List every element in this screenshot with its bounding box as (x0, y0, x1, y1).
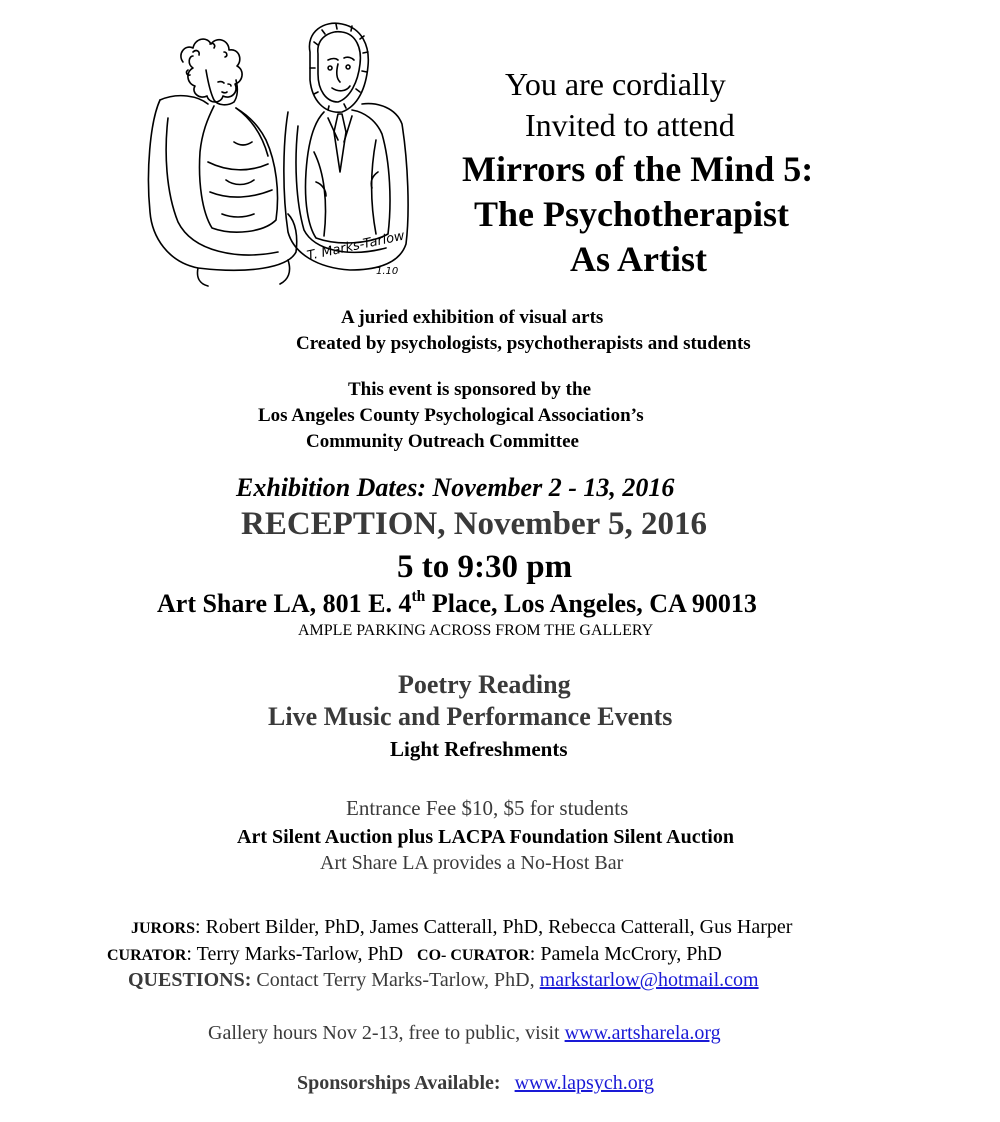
sponsorships-line (297, 1072, 654, 1095)
exhibition-dates: Exhibition Dates: November 2 - 13, 2016 (236, 473, 675, 502)
questions-text: Contact Terry Marks-Tarlow, PhD, (251, 969, 540, 991)
reception: RECEPTION, November 5, 2016 (241, 506, 707, 542)
venue-address-rest: Place, Los Angeles, CA 90013 (425, 589, 757, 618)
curator-line (107, 943, 722, 966)
right-figure-face (328, 57, 354, 91)
questions-line (128, 969, 759, 992)
title-line-2: The Psychotherapist (474, 194, 789, 234)
drawing-signature: T. Marks-Tarlow (305, 228, 406, 264)
illustration (138, 22, 438, 292)
reception-time: 5 to 9:30 pm (397, 549, 573, 585)
parking-note: AMPLE PARKING ACROSS FROM THE GALLERY (298, 622, 654, 639)
sponsor-line-3: Community Outreach Committee (306, 431, 579, 452)
tie (334, 114, 346, 172)
sponsor-line-1: This event is sponsored by the (348, 379, 592, 400)
entrance-fee: Entrance Fee $10, $5 for students (346, 796, 629, 820)
invite-line-2: Invited to attend (525, 107, 735, 143)
poetry-reading: Poetry Reading (398, 670, 571, 699)
cocurator-label: CO- CURATOR (417, 947, 530, 964)
venue-address-suffix: th (411, 588, 426, 606)
venue-address (157, 589, 757, 619)
cocurator-name: : Pamela McCrory, PhD (529, 943, 722, 965)
description-line-2: Created by psychologists, psychotherapists and students (296, 333, 751, 354)
jurors-label: JURORS (131, 920, 196, 937)
description-line-1: A juried exhibition of visual arts (341, 307, 604, 328)
gallery-hours-line (208, 1022, 721, 1045)
artshare-website-link[interactable]: www.artsharela.org (564, 1022, 721, 1044)
light-refreshments: Light Refreshments (390, 737, 568, 761)
curator-label: CURATOR (107, 947, 187, 964)
silent-auction: Art Silent Auction plus LACPA Foundation Silent Auction (237, 826, 734, 848)
curator-name: : Terry Marks-Tarlow, PhD (186, 943, 404, 965)
invite-line-1: You are cordially (505, 66, 726, 102)
jurors-line (131, 916, 792, 939)
venue-address-main: Art Share LA, 801 E. 4 (157, 589, 412, 618)
drawing-signature-date: 1.10 (376, 266, 399, 277)
lapsych-website-link[interactable]: www.lapsych.org (514, 1072, 655, 1094)
title-line-1: Mirrors of the Mind 5: (462, 149, 814, 189)
no-host-bar: Art Share LA provides a No-Host Bar (320, 852, 624, 874)
title-line-3: As Artist (570, 239, 707, 279)
gallery-hours-text: Gallery hours Nov 2-13, free to public, visit (208, 1022, 565, 1044)
sponsorships-label: Sponsorships Available: (297, 1072, 501, 1094)
contact-email-link[interactable]: markstarlow@hotmail.com (539, 969, 759, 991)
questions-label: QUESTIONS: (128, 969, 252, 991)
live-music: Live Music and Performance Events (268, 702, 673, 731)
sponsor-line-2: Los Angeles County Psychological Association’s (258, 405, 644, 426)
jurors-names: : Robert Bilder, PhD, James Catterall, PhD, Rebecca Catterall, Gus Harper (195, 916, 793, 938)
left-chair (148, 100, 296, 270)
